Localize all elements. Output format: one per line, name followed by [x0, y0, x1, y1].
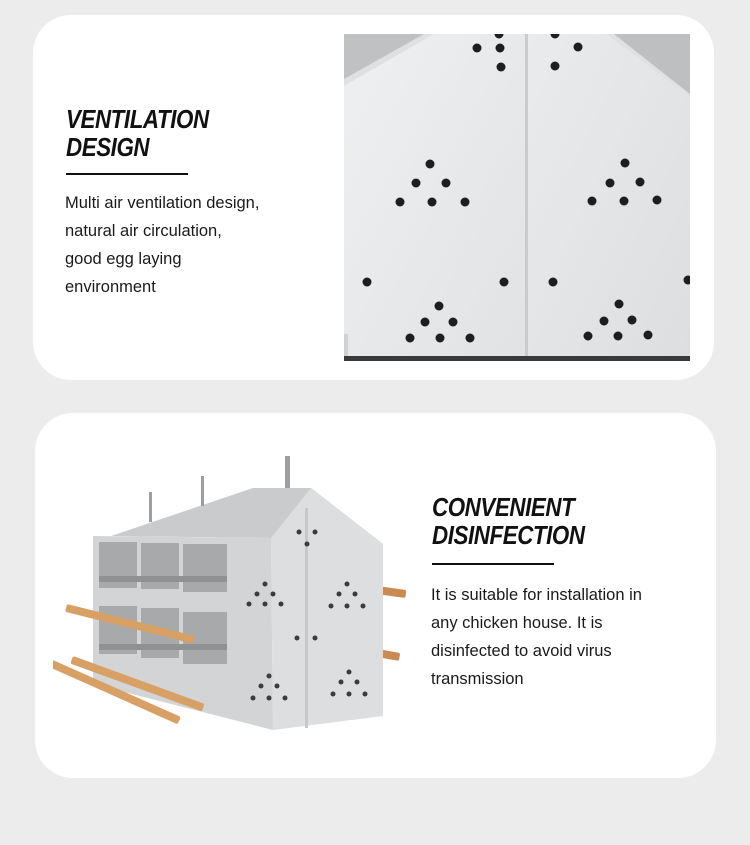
disinfection-card	[35, 413, 716, 778]
disinfection-heading-line-1: CONVENIENT	[432, 492, 575, 522]
ventilation-description-line-4: environment	[65, 278, 156, 296]
disinfection-description-line-1: It is suitable for installation in	[431, 586, 642, 604]
ventilation-heading	[66, 105, 209, 161]
ventilation-description-line-2: natural air circulation,	[65, 222, 222, 240]
disinfection-description	[431, 581, 681, 693]
disinfection-description-line-3: disinfected to avoid virus	[431, 642, 612, 660]
ventilation-description-line-1: Multi air ventilation design,	[65, 194, 260, 212]
ventilation-description-line-3: good egg laying	[65, 250, 182, 268]
ventilation-heading-underline	[66, 173, 188, 175]
ventilation-description	[65, 189, 315, 301]
ventilation-holes-closeup-image	[344, 34, 690, 361]
disinfection-heading-line-2: DISINFECTION	[432, 520, 585, 550]
disinfection-heading-underline	[432, 563, 554, 565]
chicken-nesting-box-image	[53, 448, 408, 743]
disinfection-description-line-2: any chicken house. It is	[431, 614, 603, 632]
ventilation-heading-line-1: VENTILATION	[66, 104, 209, 134]
disinfection-description-line-4: transmission	[431, 670, 524, 688]
ventilation-card	[33, 15, 714, 380]
disinfection-heading	[432, 493, 585, 549]
ventilation-heading-line-2: DESIGN	[66, 132, 150, 162]
